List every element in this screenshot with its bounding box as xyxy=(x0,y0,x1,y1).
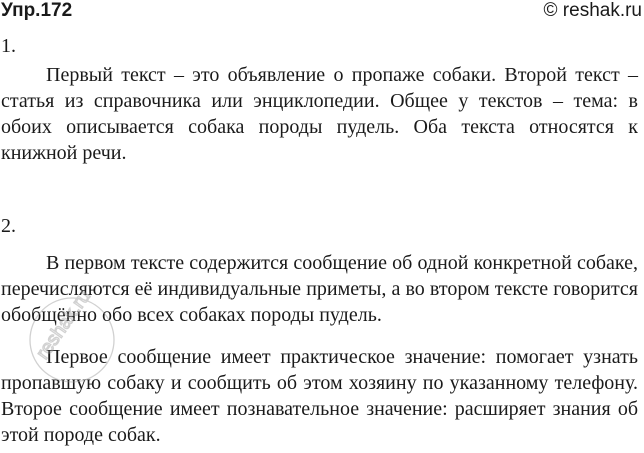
section-number-2: 2. xyxy=(1,215,16,237)
exercise-number: Упр.172 xyxy=(1,0,73,21)
watermark-text: reshak.ru xyxy=(32,286,95,364)
section-number-1: 1. xyxy=(1,35,16,57)
section-1-paragraph-1: Первый текст – это объявление о пропаже собаки. Второй текст – статья из справочника или энциклопедии. Общее у текстов – тема: в обоих описывается собака породы пудель. Оба текста относятся к книжной речи. xyxy=(1,64,638,164)
page-header xyxy=(0,0,644,26)
section-2-paragraph-2: Первое сообщение имеет практическое значение: помогает узнать пропавшую собаку и сообщить об этом хозяину по указанному телефону. Второе сообщение имеет познавательное значение: расширяет знания об этой породе собак. xyxy=(1,346,638,446)
section-2-paragraph-1: В первом тексте содержится сообщение об одной конкретной собаке, перечисляются её индивидуальные приметы, а во втором тексте говорится обобщённо обо всех собаках породы пудель. xyxy=(1,252,638,326)
source-label: © reshak.ru xyxy=(543,0,642,21)
